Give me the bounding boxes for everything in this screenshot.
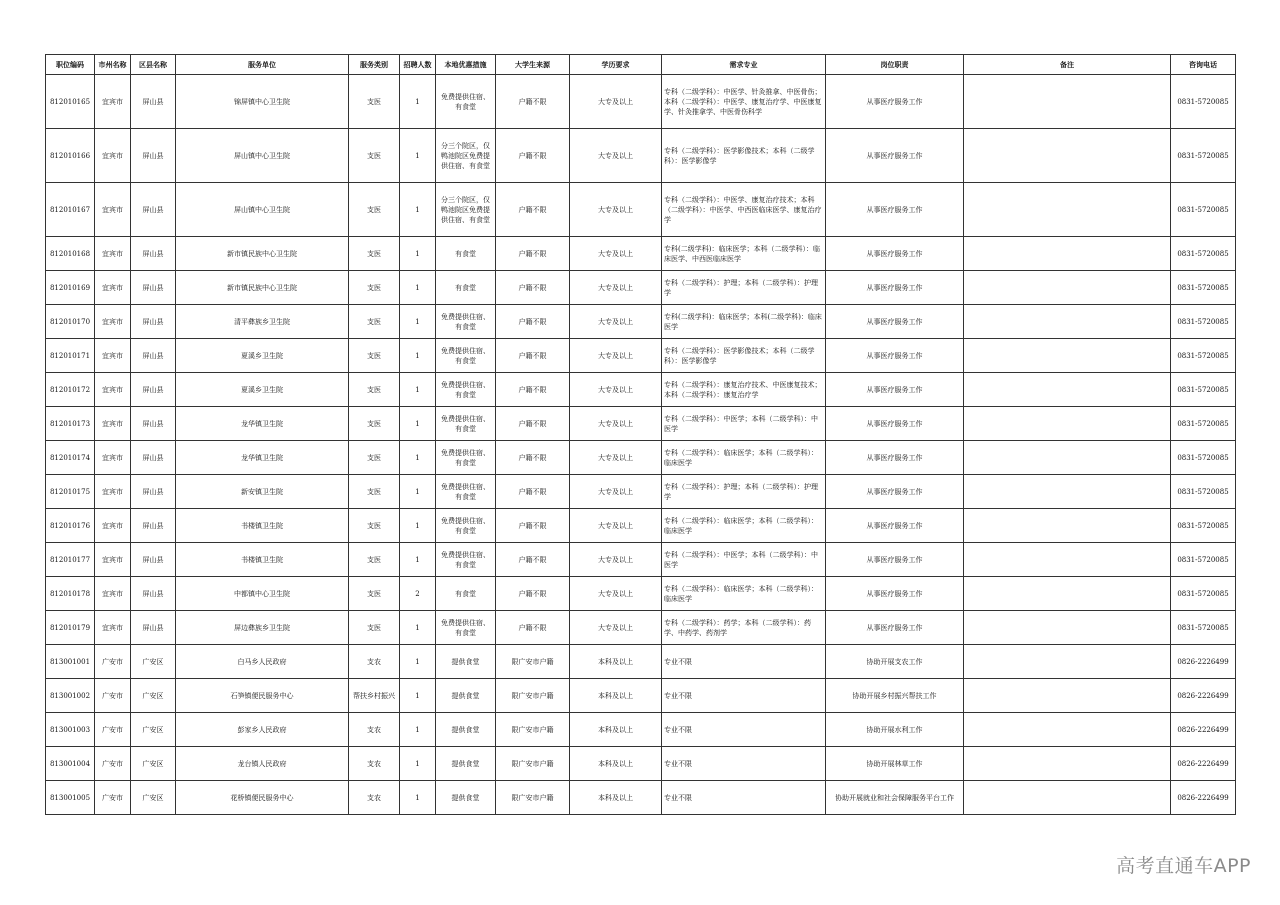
city-cell: 宜宾市 [95,441,131,475]
note-cell [964,679,1171,713]
education-cell: 大专及以上 [570,183,662,237]
unit-cell: 龙华镇卫生院 [176,441,349,475]
job-code-cell: 812010174 [46,441,95,475]
county-cell: 屏山县 [131,183,176,237]
job-code-cell: 812010173 [46,407,95,441]
count-cell: 2 [400,577,436,611]
note-cell [964,183,1171,237]
table-row [46,373,1236,407]
phone-cell: 0826-2226499 [1171,679,1236,713]
duty-cell: 从事医疗服务工作 [826,183,964,237]
education-cell: 大专及以上 [570,475,662,509]
unit-cell: 夏溪乡卫生院 [176,373,349,407]
column-header: 学历要求 [570,55,662,75]
category-cell: 支农 [349,645,400,679]
benefits-cell: 提供食堂 [436,713,496,747]
major-cell: 专科(二级学科)：临床医学；本科（二级学科）：临床医学、中西医临床医学 [662,237,826,271]
source-cell: 户籍不限 [496,237,570,271]
education-cell: 本科及以上 [570,645,662,679]
source-cell: 户籍不限 [496,611,570,645]
source-cell: 户籍不限 [496,183,570,237]
job-code-cell: 812010168 [46,237,95,271]
county-cell: 屏山县 [131,237,176,271]
unit-cell: 新市镇民族中心卫生院 [176,271,349,305]
county-cell: 屏山县 [131,611,176,645]
job-code-cell: 813001005 [46,781,95,815]
source-cell: 户籍不限 [496,543,570,577]
phone-cell: 0831-5720085 [1171,271,1236,305]
major-cell: 专科（二级学科）：临床医学；本科（二级学科）：临床医学 [662,441,826,475]
category-cell: 支医 [349,407,400,441]
column-header: 服务单位 [176,55,349,75]
duty-cell: 从事医疗服务工作 [826,339,964,373]
category-cell: 支医 [349,237,400,271]
count-cell: 1 [400,475,436,509]
count-cell: 1 [400,129,436,183]
major-cell: 专科（二级学科）：医学影像技术；本科（二级学科）：医学影像学 [662,129,826,183]
table-row [46,129,1236,183]
education-cell: 本科及以上 [570,679,662,713]
phone-cell: 0826-2226499 [1171,781,1236,815]
job-code-cell: 812010167 [46,183,95,237]
duty-cell: 从事医疗服务工作 [826,543,964,577]
county-cell: 广安区 [131,679,176,713]
job-code-cell: 813001004 [46,747,95,781]
note-cell [964,271,1171,305]
phone-cell: 0831-5720085 [1171,373,1236,407]
education-cell: 大专及以上 [570,441,662,475]
watermark: 高考直通车APP [1116,855,1251,877]
duty-cell: 从事医疗服务工作 [826,475,964,509]
category-cell: 支医 [349,305,400,339]
education-cell: 大专及以上 [570,611,662,645]
unit-cell: 石笋镇便民服务中心 [176,679,349,713]
job-code-cell: 812010179 [46,611,95,645]
note-cell [964,237,1171,271]
category-cell: 支农 [349,781,400,815]
phone-cell: 0831-5720085 [1171,577,1236,611]
note-cell [964,543,1171,577]
note-cell [964,407,1171,441]
table-row [46,713,1236,747]
county-cell: 屏山县 [131,509,176,543]
major-cell: 专业不限 [662,781,826,815]
source-cell: 限广安市户籍 [496,645,570,679]
table-row [46,611,1236,645]
duty-cell: 从事医疗服务工作 [826,509,964,543]
city-cell: 宜宾市 [95,577,131,611]
column-header: 大学生来源 [496,55,570,75]
source-cell: 户籍不限 [496,305,570,339]
category-cell: 支医 [349,475,400,509]
job-code-cell: 812010175 [46,475,95,509]
benefits-cell: 免费提供住宿、有食堂 [436,543,496,577]
count-cell: 1 [400,645,436,679]
table-body [46,75,1236,815]
count-cell: 1 [400,237,436,271]
table-row [46,183,1236,237]
category-cell: 支医 [349,373,400,407]
table-row [46,509,1236,543]
major-cell: 专科（二级学科）：中医学、针灸推拿、中医骨伤；本科（二级学科）：中医学、康复治疗学、中医康复学、针灸推拿学、中医骨伤科学 [662,75,826,129]
city-cell: 宜宾市 [95,475,131,509]
benefits-cell: 免费提供住宿、有食堂 [436,75,496,129]
benefits-cell: 有食堂 [436,237,496,271]
major-cell: 专科（二级学科）：中医学；本科（二级学科）：中医学 [662,543,826,577]
major-cell: 专业不限 [662,679,826,713]
phone-cell: 0831-5720085 [1171,75,1236,129]
column-header: 咨询电话 [1171,55,1236,75]
note-cell [964,373,1171,407]
source-cell: 户籍不限 [496,407,570,441]
table-row [46,475,1236,509]
phone-cell: 0831-5720085 [1171,475,1236,509]
category-cell: 支医 [349,129,400,183]
county-cell: 广安区 [131,645,176,679]
county-cell: 屏山县 [131,75,176,129]
phone-cell: 0831-5720085 [1171,611,1236,645]
phone-cell: 0831-5720085 [1171,183,1236,237]
count-cell: 1 [400,407,436,441]
category-cell: 支医 [349,271,400,305]
duty-cell: 从事医疗服务工作 [826,611,964,645]
county-cell: 广安区 [131,713,176,747]
city-cell: 宜宾市 [95,611,131,645]
major-cell: 专科（二级学科）：护理；本科（二级学科）：护理学 [662,475,826,509]
table-row [46,75,1236,129]
count-cell: 1 [400,271,436,305]
city-cell: 宜宾市 [95,339,131,373]
category-cell: 支医 [349,509,400,543]
major-cell: 专科（二级学科）：临床医学；本科（二级学科）：临床医学 [662,577,826,611]
count-cell: 1 [400,543,436,577]
benefits-cell: 免费提供住宿、有食堂 [436,611,496,645]
major-cell: 专科（二级学科）：康复治疗技术、中医康复技术；本科（二级学科）：康复治疗学 [662,373,826,407]
note-cell [964,129,1171,183]
unit-cell: 白马乡人民政府 [176,645,349,679]
count-cell: 1 [400,781,436,815]
city-cell: 宜宾市 [95,183,131,237]
note-cell [964,747,1171,781]
major-cell: 专业不限 [662,713,826,747]
benefits-cell: 分三个院区，仅鸭池院区免费提供住宿、有食堂 [436,183,496,237]
category-cell: 支医 [349,75,400,129]
county-cell: 屏山县 [131,271,176,305]
table-row [46,679,1236,713]
note-cell [964,305,1171,339]
job-code-cell: 812010172 [46,373,95,407]
table-row [46,339,1236,373]
education-cell: 本科及以上 [570,781,662,815]
table-row [46,747,1236,781]
duty-cell: 协助开展林草工作 [826,747,964,781]
unit-cell: 龙台镇人民政府 [176,747,349,781]
benefits-cell: 提供食堂 [436,645,496,679]
note-cell [964,713,1171,747]
category-cell: 支医 [349,543,400,577]
benefits-cell: 免费提供住宿、有食堂 [436,509,496,543]
county-cell: 广安区 [131,781,176,815]
table-row [46,543,1236,577]
column-header: 服务类别 [349,55,400,75]
category-cell: 支医 [349,441,400,475]
county-cell: 屏山县 [131,305,176,339]
duty-cell: 协助开展支农工作 [826,645,964,679]
duty-cell: 从事医疗服务工作 [826,373,964,407]
major-cell: 专科（二级学科）：护理；本科（二级学科）：护理学 [662,271,826,305]
education-cell: 大专及以上 [570,129,662,183]
duty-cell: 协助开展就业和社会保障服务平台工作 [826,781,964,815]
source-cell: 限广安市户籍 [496,679,570,713]
city-cell: 宜宾市 [95,543,131,577]
table-row [46,645,1236,679]
source-cell: 户籍不限 [496,129,570,183]
education-cell: 本科及以上 [570,713,662,747]
education-cell: 大专及以上 [570,373,662,407]
benefits-cell: 免费提供住宿、有食堂 [436,441,496,475]
unit-cell: 花桥镇便民服务中心 [176,781,349,815]
benefits-cell: 免费提供住宿、有食堂 [436,373,496,407]
source-cell: 户籍不限 [496,75,570,129]
count-cell: 1 [400,75,436,129]
benefits-cell: 提供食堂 [436,747,496,781]
duty-cell: 从事医疗服务工作 [826,129,964,183]
duty-cell: 从事医疗服务工作 [826,237,964,271]
table-row [46,577,1236,611]
column-header: 招聘人数 [400,55,436,75]
unit-cell: 书楼镇卫生院 [176,509,349,543]
count-cell: 1 [400,183,436,237]
source-cell: 户籍不限 [496,271,570,305]
benefits-cell: 免费提供住宿、有食堂 [436,305,496,339]
duty-cell: 从事医疗服务工作 [826,407,964,441]
county-cell: 屏山县 [131,441,176,475]
unit-cell: 锦屏镇中心卫生院 [176,75,349,129]
major-cell: 专业不限 [662,747,826,781]
unit-cell: 龙华镇卫生院 [176,407,349,441]
city-cell: 宜宾市 [95,271,131,305]
county-cell: 屏山县 [131,543,176,577]
count-cell: 1 [400,679,436,713]
benefits-cell: 有食堂 [436,577,496,611]
count-cell: 1 [400,373,436,407]
phone-cell: 0826-2226499 [1171,747,1236,781]
category-cell: 支医 [349,611,400,645]
job-code-cell: 812010165 [46,75,95,129]
category-cell: 帮扶乡村振兴 [349,679,400,713]
phone-cell: 0831-5720085 [1171,305,1236,339]
benefits-cell: 免费提供住宿、有食堂 [436,475,496,509]
job-code-cell: 812010178 [46,577,95,611]
education-cell: 大专及以上 [570,509,662,543]
duty-cell: 从事医疗服务工作 [826,271,964,305]
unit-cell: 屏边彝族乡卫生院 [176,611,349,645]
major-cell: 专科（二级学科）：医学影像技术；本科（二级学科）：医学影像学 [662,339,826,373]
count-cell: 1 [400,305,436,339]
job-code-cell: 813001002 [46,679,95,713]
source-cell: 户籍不限 [496,339,570,373]
benefits-cell: 免费提供住宿、有食堂 [436,339,496,373]
phone-cell: 0831-5720085 [1171,441,1236,475]
benefits-cell: 免费提供住宿、有食堂 [436,407,496,441]
note-cell [964,475,1171,509]
city-cell: 广安市 [95,781,131,815]
source-cell: 限广安市户籍 [496,747,570,781]
jobs-table [45,54,1236,815]
phone-cell: 0831-5720085 [1171,129,1236,183]
table-row [46,781,1236,815]
county-cell: 屏山县 [131,475,176,509]
city-cell: 宜宾市 [95,305,131,339]
note-cell [964,339,1171,373]
major-cell: 专科（二级学科）：中医学、康复治疗技术；本科（二级学科）：中医学、中西医临床医学、康复治疗学 [662,183,826,237]
city-cell: 宜宾市 [95,75,131,129]
unit-cell: 清平彝族乡卫生院 [176,305,349,339]
note-cell [964,441,1171,475]
major-cell: 专科（二级学科）：药学；本科（二级学科）：药学、中药学、药剂学 [662,611,826,645]
major-cell: 专科（二级学科）：临床医学；本科（二级学科）：临床医学 [662,509,826,543]
count-cell: 1 [400,441,436,475]
table-row [46,271,1236,305]
job-code-cell: 813001001 [46,645,95,679]
source-cell: 限广安市户籍 [496,713,570,747]
education-cell: 大专及以上 [570,543,662,577]
education-cell: 大专及以上 [570,75,662,129]
benefits-cell: 有食堂 [436,271,496,305]
duty-cell: 从事医疗服务工作 [826,305,964,339]
note-cell [964,611,1171,645]
city-cell: 广安市 [95,713,131,747]
job-code-cell: 812010166 [46,129,95,183]
major-cell: 专科(二级学科)：临床医学；本科(二级学科)：临床医学 [662,305,826,339]
category-cell: 支医 [349,183,400,237]
county-cell: 屏山县 [131,577,176,611]
county-cell: 屏山县 [131,129,176,183]
phone-cell: 0831-5720085 [1171,543,1236,577]
category-cell: 支农 [349,747,400,781]
job-code-cell: 812010177 [46,543,95,577]
column-header: 岗位职责 [826,55,964,75]
education-cell: 大专及以上 [570,305,662,339]
source-cell: 户籍不限 [496,373,570,407]
city-cell: 宜宾市 [95,407,131,441]
unit-cell: 新市镇民族中心卫生院 [176,237,349,271]
phone-cell: 0826-2226499 [1171,713,1236,747]
city-cell: 宜宾市 [95,373,131,407]
category-cell: 支农 [349,713,400,747]
source-cell: 户籍不限 [496,577,570,611]
count-cell: 1 [400,509,436,543]
count-cell: 1 [400,611,436,645]
note-cell [964,75,1171,129]
job-code-cell: 812010169 [46,271,95,305]
city-cell: 宜宾市 [95,237,131,271]
city-cell: 广安市 [95,747,131,781]
note-cell [964,781,1171,815]
table-row [46,305,1236,339]
phone-cell: 0831-5720085 [1171,509,1236,543]
note-cell [964,645,1171,679]
county-cell: 屏山县 [131,407,176,441]
unit-cell: 屏山镇中心卫生院 [176,183,349,237]
category-cell: 支医 [349,339,400,373]
unit-cell: 夏溪乡卫生院 [176,339,349,373]
city-cell: 宜宾市 [95,509,131,543]
phone-cell: 0831-5720085 [1171,237,1236,271]
phone-cell: 0826-2226499 [1171,645,1236,679]
education-cell: 大专及以上 [570,577,662,611]
city-cell: 广安市 [95,645,131,679]
column-header: 备注 [964,55,1171,75]
note-cell [964,509,1171,543]
education-cell: 大专及以上 [570,271,662,305]
count-cell: 1 [400,713,436,747]
column-header: 需求专业 [662,55,826,75]
category-cell: 支医 [349,577,400,611]
unit-cell: 中都镇中心卫生院 [176,577,349,611]
benefits-cell: 提供食堂 [436,679,496,713]
phone-cell: 0831-5720085 [1171,407,1236,441]
county-cell: 屏山县 [131,373,176,407]
table-row [46,441,1236,475]
duty-cell: 协助开展乡村振兴帮扶工作 [826,679,964,713]
job-code-cell: 812010176 [46,509,95,543]
count-cell: 1 [400,339,436,373]
county-cell: 屏山县 [131,339,176,373]
city-cell: 宜宾市 [95,129,131,183]
unit-cell: 新安镇卫生院 [176,475,349,509]
phone-cell: 0831-5720085 [1171,339,1236,373]
job-code-cell: 812010171 [46,339,95,373]
source-cell: 户籍不限 [496,475,570,509]
duty-cell: 从事医疗服务工作 [826,75,964,129]
benefits-cell: 提供食堂 [436,781,496,815]
education-cell: 本科及以上 [570,747,662,781]
count-cell: 1 [400,747,436,781]
column-header: 市州名称 [95,55,131,75]
table-row [46,237,1236,271]
major-cell: 专科（二级学科）：中医学；本科（二级学科）：中医学 [662,407,826,441]
city-cell: 广安市 [95,679,131,713]
duty-cell: 从事医疗服务工作 [826,441,964,475]
column-header: 本地优惠措施 [436,55,496,75]
education-cell: 大专及以上 [570,339,662,373]
duty-cell: 协助开展水利工作 [826,713,964,747]
county-cell: 广安区 [131,747,176,781]
note-cell [964,577,1171,611]
table-row [46,407,1236,441]
column-header: 职位编码 [46,55,95,75]
duty-cell: 从事医疗服务工作 [826,577,964,611]
source-cell: 户籍不限 [496,441,570,475]
education-cell: 大专及以上 [570,407,662,441]
unit-cell: 屏山镇中心卫生院 [176,129,349,183]
source-cell: 户籍不限 [496,509,570,543]
job-code-cell: 813001003 [46,713,95,747]
education-cell: 大专及以上 [570,237,662,271]
benefits-cell: 分三个院区，仅鸭池院区免费提供住宿、有食堂 [436,129,496,183]
unit-cell: 彭家乡人民政府 [176,713,349,747]
unit-cell: 书楼镇卫生院 [176,543,349,577]
column-header: 区县名称 [131,55,176,75]
major-cell: 专业不限 [662,645,826,679]
table-header-row [46,55,1236,75]
source-cell: 限广安市户籍 [496,781,570,815]
job-code-cell: 812010170 [46,305,95,339]
